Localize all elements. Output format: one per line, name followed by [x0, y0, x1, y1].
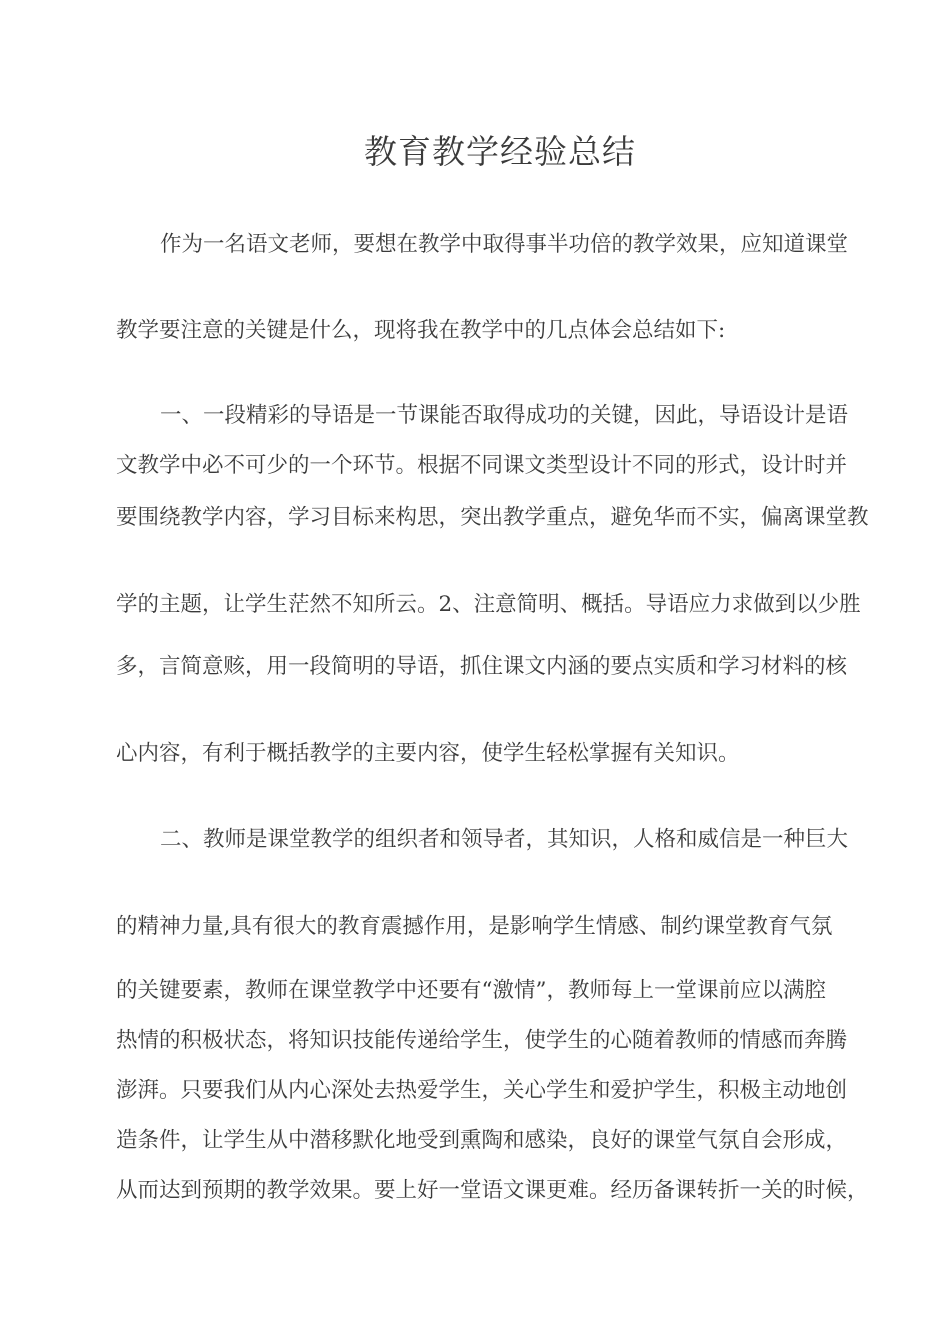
- paragraph-line: 心内容，有利于概括教学的主要内容，使学生轻松掌握有关知识。: [116, 741, 740, 766]
- paragraph-line: 的精神力量,具有很大的教育震撼作用，是影响学生情感、制约课堂教育气氛: [116, 914, 833, 939]
- paragraph-line: 要围绕教学内容，学习目标来构思，突出教学重点，避免华而不实，偏离课堂教: [116, 505, 869, 530]
- paragraph-line: 一、一段精彩的导语是一节课能否取得成功的关键，因此，导语设计是语: [160, 403, 849, 428]
- paragraph-line: 的关键要素，教师在课堂教学中还要有“激情”，教师每上一堂课前应以满腔: [116, 978, 826, 1003]
- paragraph-line: 热情的积极状态，将知识技能传递给学生，使学生的心随着教师的情感而奔腾: [116, 1028, 848, 1053]
- paragraph-line: 澎湃。只要我们从内心深处去热爱学生，关心学生和爱护学生，积极主动地创: [116, 1078, 848, 1103]
- paragraph-line: 多，言简意赅，用一段简明的导语，抓住课文内涵的要点实质和学习材料的核: [116, 654, 848, 679]
- paragraph-line: 从而达到预期的教学效果。要上好一堂语文课更难。经历备课转折一关的时候，: [116, 1178, 869, 1203]
- paragraph-line: 作为一名语文老师，要想在教学中取得事半功倍的教学效果，应知道课堂: [160, 232, 849, 257]
- paragraph-line: 二、教师是课堂教学的组织者和领导者，其知识，人格和威信是一种巨大: [160, 827, 849, 852]
- paragraph-line: 造条件，让学生从中潜移默化地受到熏陶和感染，良好的课堂气氛自会形成，: [116, 1128, 848, 1153]
- document-title: 教育教学经验总结: [364, 132, 636, 171]
- paragraph-line: 教学要注意的关键是什么，现将我在教学中的几点体会总结如下:: [116, 318, 726, 343]
- paragraph-line: 文教学中必不可少的一个环节。根据不同课文类型设计不同的形式，设计时并: [116, 453, 848, 478]
- paragraph-line: 学的主题，让学生茫然不知所云。2、注意简明、概括。导语应力求做到以少胜: [116, 592, 861, 617]
